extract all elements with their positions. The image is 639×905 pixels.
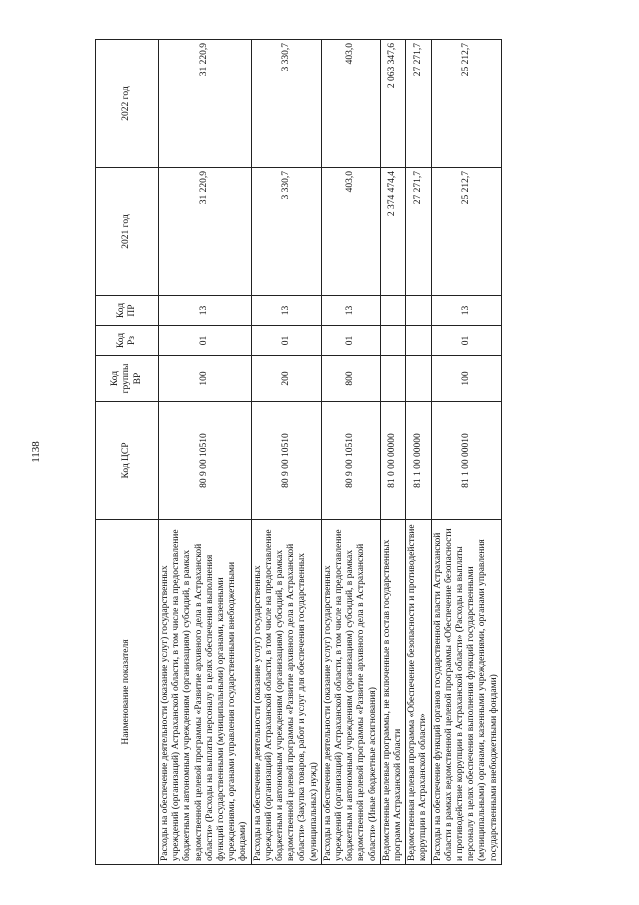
header-pr: Код ПР xyxy=(96,296,159,326)
row-rz: 01 xyxy=(321,326,380,356)
row-2022: 403,0 xyxy=(321,40,380,168)
header-rz: Код Рз xyxy=(96,326,159,356)
row-pr: 13 xyxy=(321,296,380,326)
document-page xyxy=(95,40,553,865)
row-name: Ведомственные целевые программы, не включенные в состав государственных программ Астраханской области xyxy=(380,520,405,865)
row-vr: 100 xyxy=(431,356,501,402)
row-vr: 100 xyxy=(159,356,252,402)
row-csr: 80 9 00 10510 xyxy=(159,402,252,520)
row-pr xyxy=(406,296,431,326)
row-name: Расходы на обеспечение деятельности (оказание услуг) государственных учреждений (организаций) Астраханской области, в том числе на предоставление бюджетным и автономным учреждениям (организациям) субсидий, в рамках ведомственной целевой программы «Развитие архивного дела в Астраханской области» (Расходы на выплаты персоналу в целях обеспечения выполнения функций государственными (муниципальными) органами, казенными учреждениями, органами управления государственными внебюджетными фондами) xyxy=(159,520,252,865)
row-2022: 25 212,7 xyxy=(431,40,501,168)
row-csr: 80 9 00 10510 xyxy=(251,402,321,520)
header-row xyxy=(96,40,159,865)
row-pr: 13 xyxy=(431,296,501,326)
page-number: 1138 xyxy=(30,441,42,463)
table-row xyxy=(251,40,321,865)
table-row xyxy=(431,40,501,865)
row-vr: 800 xyxy=(321,356,380,402)
table-row xyxy=(159,40,252,865)
row-csr: 80 9 00 10510 xyxy=(321,402,380,520)
row-2021: 3 330,7 xyxy=(251,168,321,296)
row-vr xyxy=(380,356,405,402)
row-csr: 81 0 00 00000 xyxy=(380,402,405,520)
header-vr: Код группы ВР xyxy=(96,356,159,402)
row-csr: 81 1 00 00000 xyxy=(406,402,431,520)
row-2021: 403,0 xyxy=(321,168,380,296)
row-name: Ведомственная целевая программа «Обеспечение безопасности и противодействие коррупции в Астраханской области» xyxy=(406,520,431,865)
header-name: Наименование показателя xyxy=(96,520,159,865)
row-2021: 31 220,9 xyxy=(159,168,252,296)
row-csr: 81 1 00 00010 xyxy=(431,402,501,520)
row-2021: 25 212,7 xyxy=(431,168,501,296)
row-rz: 01 xyxy=(431,326,501,356)
budget-table xyxy=(95,39,502,865)
row-2021: 27 271,7 xyxy=(406,168,431,296)
row-rz: 01 xyxy=(159,326,252,356)
row-rz xyxy=(380,326,405,356)
header-2021: 2021 год xyxy=(96,168,159,296)
row-2021: 2 374 474,4 xyxy=(380,168,405,296)
header-csr: Код ЦСР xyxy=(96,402,159,520)
row-name: Расходы на обеспечение деятельности (оказание услуг) государственных учреждений (организаций) Астраханской области, в том числе на предоставление бюджетным и автономным учреждениям (организациям) субсидий, в рамках ведомственной целевой программы «Развитие архивного дела в Астраханской области» (Закупка товаров, работ и услуг для обеспечения государственных (муниципальных) нужд) xyxy=(251,520,321,865)
row-vr: 200 xyxy=(251,356,321,402)
row-rz xyxy=(406,326,431,356)
table-row xyxy=(406,40,431,865)
row-name: Расходы на обеспечение деятельности (оказание услуг) государственных учреждений (организаций) Астраханской области, в том числе на предоставление бюджетным и автономным учреждениям (организациям) субсидий, в рамках ведомственной целевой программы «Развитие архивного дела в Астраханской области» (Иные бюджетные ассигнования) xyxy=(321,520,380,865)
row-name: Расходы на обеспечение функций органов государственной власти Астраханской области в рамках ведомственной целевой программы «Обеспечение безопасности и противодействие коррупции в Астраханской области» (Расходы на выплаты персоналу в целях обеспечения выполнения функций государственными (муниципальными) органами, казенными учреждениями, органами управления государственными внебюджетными фондами) xyxy=(431,520,501,865)
row-2022: 2 063 347,6 xyxy=(380,40,405,168)
table-row xyxy=(321,40,380,865)
row-pr: 13 xyxy=(159,296,252,326)
row-2022: 3 330,7 xyxy=(251,40,321,168)
row-pr xyxy=(380,296,405,326)
table-row xyxy=(380,40,405,865)
row-rz: 01 xyxy=(251,326,321,356)
row-2022: 31 220,9 xyxy=(159,40,252,168)
row-2022: 27 271,7 xyxy=(406,40,431,168)
row-pr: 13 xyxy=(251,296,321,326)
header-2022: 2022 год xyxy=(96,40,159,168)
row-vr xyxy=(406,356,431,402)
